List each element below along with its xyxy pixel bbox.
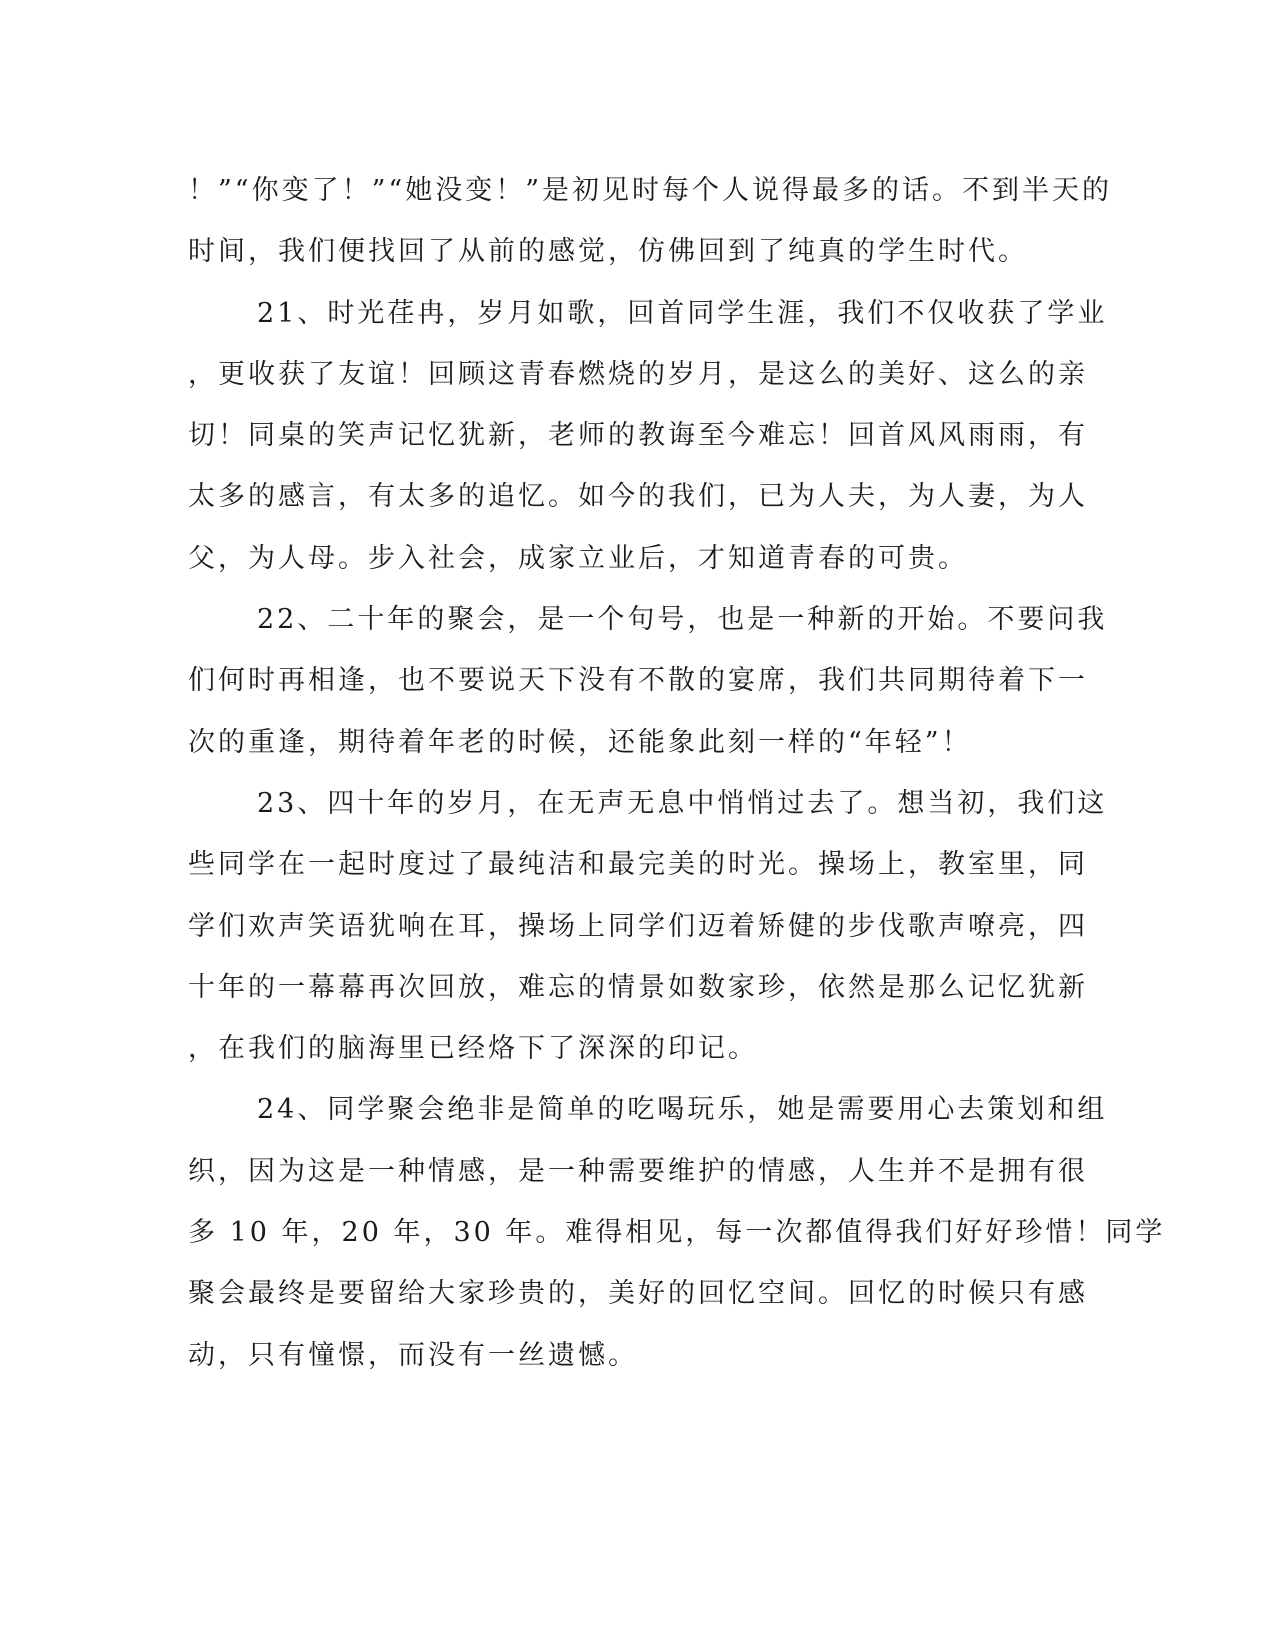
text-line: 织，因为这是一种情感，是一种需要维护的情感，人生并不是拥有很	[188, 1155, 1088, 1187]
text-line: 十年的一幕幕再次回放，难忘的情景如数家珍，依然是那么记忆犹新	[188, 971, 1088, 1003]
document-body	[188, 160, 1166, 1386]
paragraph-24-start: 24、同学聚会绝非是简单的吃喝玩乐，她是需要用心去策划和组	[257, 1094, 1108, 1126]
text-line: 太多的感言，有太多的追忆。如今的我们，已为人夫，为人妻，为人	[188, 481, 1088, 513]
paragraph-21-start: 21、时光荏冉，岁月如歌，回首同学生涯，我们不仅收获了学业	[257, 297, 1108, 329]
text-line: 次的重逢，期待着年老的时候，还能象此刻一样的“年轻”！	[188, 726, 972, 758]
text-line: 时间，我们便找回了从前的感觉，仿佛回到了纯真的学生时代。	[188, 236, 1028, 268]
text-line: 动，只有憧憬，而没有一丝遗憾。	[188, 1339, 638, 1371]
text-line: 些同学在一起时度过了最纯洁和最完美的时光。操场上，教室里，同	[188, 849, 1088, 881]
text-line: 多 10 年，20 年，30 年。难得相见，每一次都值得我们好好珍惜！同学	[188, 1217, 1166, 1249]
text-line: ，更收获了友谊！回顾这青春燃烧的岁月，是这么的美好、这么的亲	[188, 358, 1088, 390]
paragraph-22-start: 22、二十年的聚会，是一个句号，也是一种新的开始。不要问我	[257, 604, 1108, 636]
text-line: 父，为人母。步入社会，成家立业后，才知道青春的可贵。	[188, 542, 968, 574]
text-line: 学们欢声笑语犹响在耳，操场上同学们迈着矫健的步伐歌声嘹亮，四	[188, 910, 1088, 942]
paragraph-23-start: 23、四十年的岁月，在无声无息中悄悄过去了。想当初，我们这	[257, 787, 1108, 819]
text-line: ！”“你变了！”“她没变！”是初见时每个人说得最多的话。不到半天的	[188, 175, 1113, 206]
text-line: 们何时再相逢，也不要说天下没有不散的宴席，我们共同期待着下一	[188, 665, 1088, 697]
text-line: ，在我们的脑海里已经烙下了深深的印记。	[188, 1033, 758, 1065]
text-line: 聚会最终是要留给大家珍贵的，美好的回忆空间。回忆的时候只有感	[188, 1278, 1088, 1310]
text-line: 切！同桌的笑声记忆犹新，老师的教诲至今难忘！回首风风雨雨，有	[188, 420, 1088, 452]
